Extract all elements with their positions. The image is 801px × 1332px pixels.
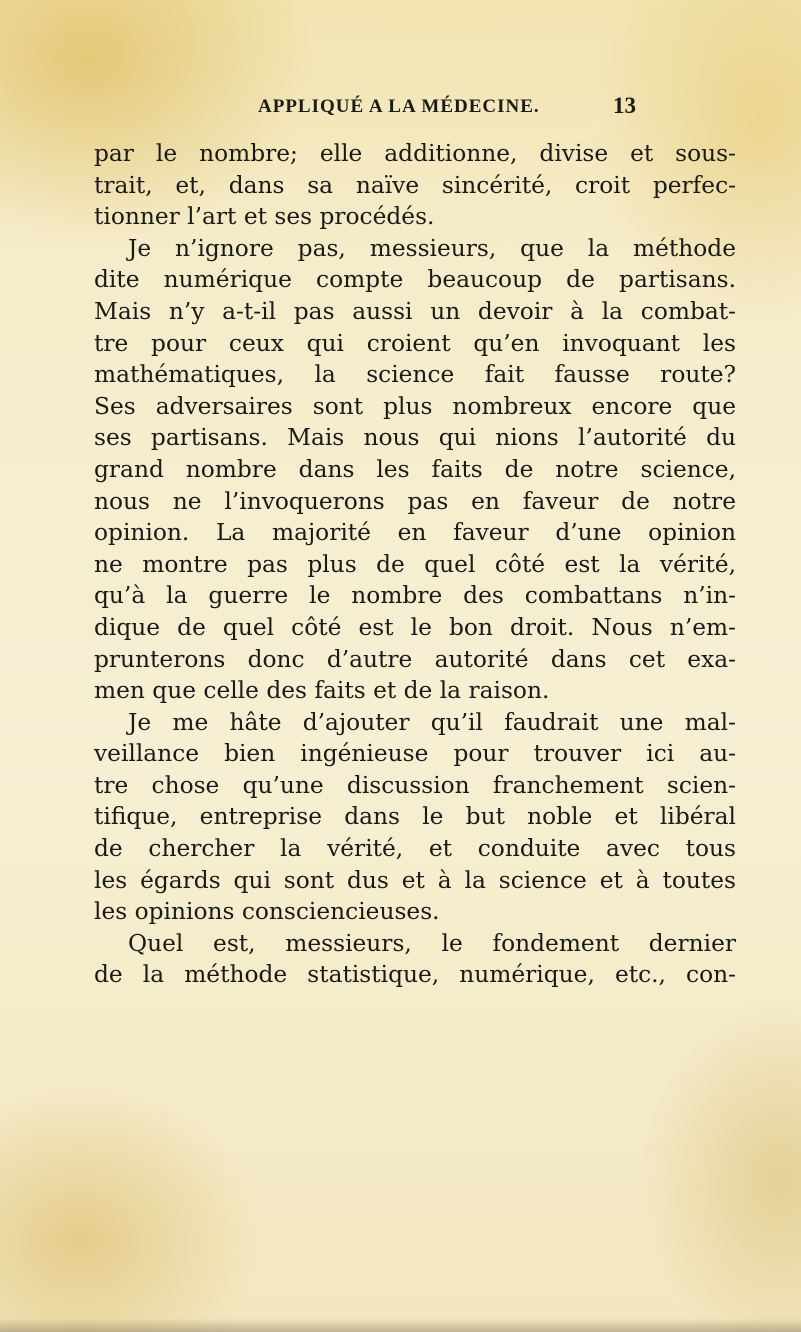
text-line: tre pour ceux qui croient qu’en invoquant les <box>94 329 736 357</box>
text-line: tre chose qu’une discussion franchement scien- <box>94 771 736 799</box>
text-line: prunterons donc d’autre autorité dans cet exa- <box>94 645 736 673</box>
text-line: Je n’ignore pas, messieurs, que la méthode <box>128 234 736 262</box>
text-line: Quel est, messieurs, le fondement dernier <box>128 929 736 957</box>
page-number: 13 <box>613 93 636 118</box>
text-line: grand nombre dans les faits de notre science, <box>94 455 736 483</box>
running-head <box>94 93 636 124</box>
text-line: de chercher la vérité, et conduite avec tous <box>94 835 736 863</box>
body-text <box>94 138 736 991</box>
text-line: ne montre pas plus de quel côté est la vérité, <box>94 550 736 578</box>
text-line: opinion. La majorité en faveur d’une opinion <box>94 519 736 547</box>
text-line: de la méthode statistique, numérique, etc., con- <box>94 961 736 989</box>
text-line: tionner l’art et ses procédés. <box>94 203 435 231</box>
text-line: dite numérique compte beaucoup de partisans. <box>94 266 736 294</box>
text-line: mathématiques, la science fait fausse route? <box>94 361 736 389</box>
text-line: ses partisans. Mais nous qui nions l’autorité du <box>94 424 736 452</box>
text-line: men que celle des faits et de la raison. <box>94 677 550 705</box>
text-line: les opinions consciencieuses. <box>94 898 440 926</box>
text-line: dique de quel côté est le bon droit. Nous n’em- <box>94 613 736 641</box>
text-line: par le nombre; elle additionne, divise et sous- <box>94 140 736 167</box>
text-line: qu’à la guerre le nombre des combattans n’in- <box>94 582 736 610</box>
running-head-title: APPLIQUÉ A LA MÉDECINE. <box>258 96 540 117</box>
text-line: Mais n’y a-t-il pas aussi un devoir à la combat- <box>94 297 736 325</box>
text-line: Je me hâte d’ajouter qu’il faudrait une mal- <box>128 708 736 736</box>
text-line: nous ne l’invoquerons pas en faveur de notre <box>94 487 736 515</box>
text-line: trait, et, dans sa naïve sincérité, croit perfec- <box>94 171 736 199</box>
text-line: les égards qui sont dus et à la science et à toutes <box>94 866 736 894</box>
text-line: tifique, entreprise dans le but noble et libéral <box>94 803 736 831</box>
text-line: Ses adversaires sont plus nombreux encore que <box>94 392 736 420</box>
page-edge-shadow <box>0 1318 801 1332</box>
text-line: veillance bien ingénieuse pour trouver ici au- <box>94 740 736 768</box>
